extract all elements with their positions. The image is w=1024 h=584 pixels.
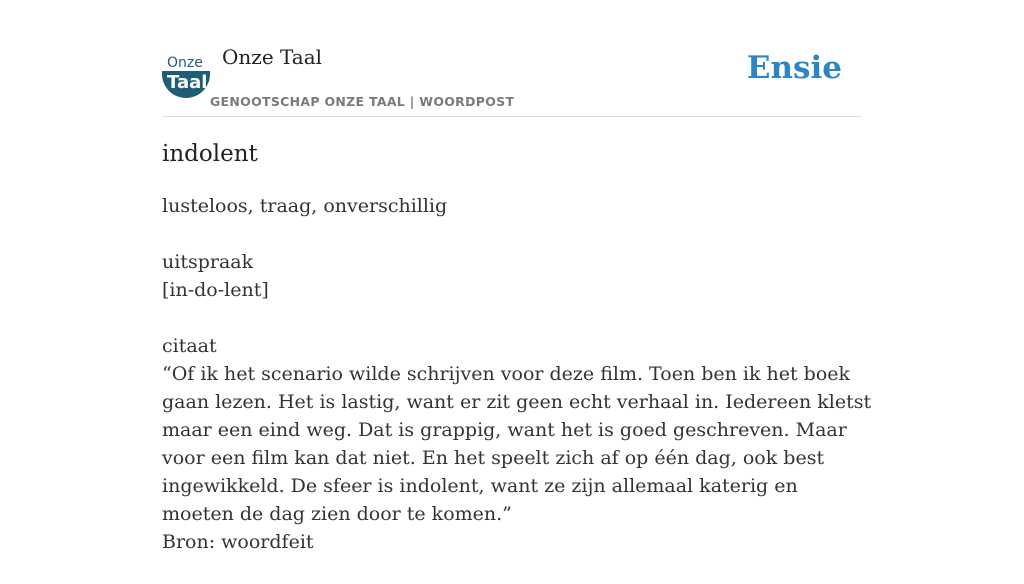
logo-text-top: Onze bbox=[167, 55, 203, 71]
logo-text-bottom: Taal bbox=[167, 72, 208, 93]
site-header bbox=[162, 40, 862, 117]
pronunciation-block bbox=[162, 248, 872, 304]
entry-term: indolent bbox=[162, 141, 258, 167]
quote-label: citaat bbox=[162, 335, 217, 357]
quote-text: “Of ik het scenario wilde schrijven voor deze film. Toen ben ik het boek gaan lezen. Het is lastig, want er zit geen echt verhaal in. Iedereen kletst maar een eind weg. Dat is grappig, want het is goed geschreven. Maar voor een film kan dat niet. En het speelt zich af op één dag, ook best ingewikkeld. De sfeer is indolent, want ze zijn allemaal katerig en moeten de dag zien door te komen.” bbox=[162, 363, 872, 525]
onze-taal-logo[interactable] bbox=[162, 52, 210, 98]
site-name[interactable]: Onze Taal bbox=[222, 45, 323, 69]
entry-definition: lusteloos, traag, onverschillig bbox=[162, 195, 448, 217]
quote-source: Bron: woordfeit bbox=[162, 531, 314, 553]
quote-block bbox=[162, 332, 872, 556]
pronunciation-value: [in-do-lent] bbox=[162, 279, 269, 301]
ensie-link[interactable]: Ensie bbox=[746, 50, 842, 86]
pronunciation-label: uitspraak bbox=[162, 251, 254, 273]
entry-content bbox=[162, 138, 872, 584]
site-subtitle: GENOOTSCHAP ONZE TAAL | WOORDPOST bbox=[210, 94, 515, 109]
definition-block bbox=[162, 192, 872, 220]
